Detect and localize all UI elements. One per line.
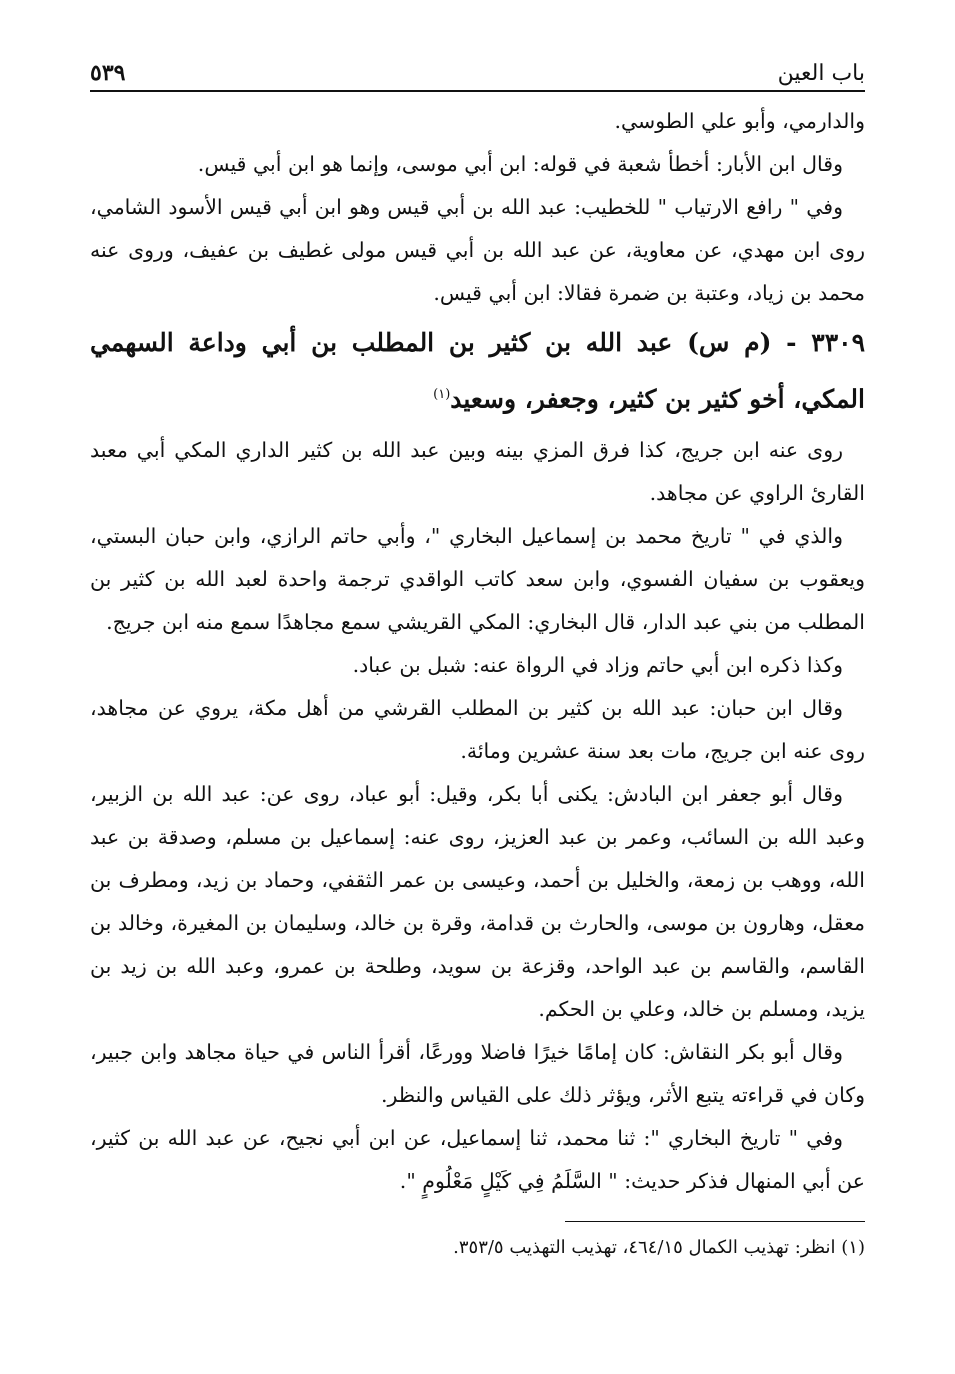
- entry-title-text: ٣٣٠٩ - (م س) عبد الله بن كثير بن المطلب بن أبي وداعة السهمي المكي، أخو كثير بن كثير، وجعفر، وسعيد: [90, 328, 865, 414]
- paragraph-8: وقال أبو جعفر ابن البادش: يكنى أبا بكر، وقيل: أبو عباد، روى عن: عبد الله بن الزبير، وعبد الله بن السائب، وعمر بن عبد العزيز، روى عنه: إسماعيل بن مسلم، وصدقة بن عبد الله، ووهب بن زمعة، والخليل بن أحمد، وعيسى بن عمر الثقفي، وحماد بن زيد، ومطرف بن معقل، وهارون بن موسى، والحارث بن قدامة، وقرة بن خالد، وسليمان بن المغيرة، وخالد بن القاسم، والقاسم بن عبد الواحد، وقزعة بن سويد، وطلحة بن عمرو، وعبد الله بن زيد بن يزيد، ومسلم بن خالد، وعلي بن الحكم.: [90, 782, 865, 1022]
- paragraph-2: وقال ابن الأبار: أخطأ شعبة في قوله: ابن أبي موسى، وإنما هو ابن أبي قيس.: [197, 152, 843, 176]
- page-body: [90, 100, 865, 1203]
- paragraph-9: وقال أبو بكر النقاش: كان إمامًا خيرًا فاضلا وورعًا، أقرأ الناس في حياة مجاهد وابن جبير، وكان في قراءته يتبع الأثر، ويؤثر ذلك على القياس والنظر.: [90, 1040, 865, 1108]
- paragraph-1: والدارمي، وأبو علي الطوسي.: [614, 109, 865, 133]
- footnote-divider: [565, 1221, 865, 1222]
- footnote-marker[interactable]: (١): [433, 387, 451, 402]
- paragraph-4: روى عنه ابن جريج، كذا فرق المزي بينه وبين عبد الله بن كثير الداري المكي أبي معبد القارئ الراوي عن مجاهد.: [90, 438, 865, 506]
- paragraph-3: وفي " رافع الارتياب " للخطيب: عبد الله بن أبي قيس وهو ابن أبي قيس الأسود الشامي، روى ابن مهدي، عن معاوية، عن عبد الله بن أبي قيس مولى غطيف بن عفيف، وروى عنه محمد بن زياد، وعتبة بن ضمرة فقالا: ابن أبي قيس.: [90, 195, 865, 305]
- paragraph-7: وقال ابن حبان: عبد الله بن كثير بن المطلب القرشي من أهل مكة، يروي عن مجاهد، روى عنه ابن جريج، مات بعد سنة عشرين ومائة.: [90, 696, 865, 764]
- paragraph-6: وكذا ذكره ابن أبي حاتم وزاد في الرواة عنه: شبل بن عباد.: [352, 653, 843, 678]
- entry-title: [90, 317, 865, 425]
- footnote: (١) انظر: تهذيب الكمال ٤٦٤/١٥، تهذيب التهذيب ٣٥٣/٥.: [453, 1237, 865, 1259]
- page-number: ٥٣٩: [90, 60, 126, 86]
- page-header: [90, 50, 865, 92]
- paragraph-5: والذي في " تاريخ محمد بن إسماعيل البخاري "، وأبي حاتم الرازي، وابن حبان البستي، ويعقوب بن سفيان الفسوي، وابن سعد كاتب الواقدي ترجمة واحدة لعبد الله بن كثير بن المطلب من بني عبد الدار، قال البخاري: المكي القريشي سمع مجاهدًا سمع منه ابن جريج.: [90, 524, 865, 635]
- chapter-title: باب العين: [777, 61, 865, 86]
- book-page: [90, 50, 865, 1268]
- paragraph-10: وفي " تاريخ البخاري ": ثنا محمد، ثنا إسماعيل، عن ابن أبي نجيح، عن عبد الله بن كثير، عن أبي المنهال فذكر حديث: " السَّلَمُ فِي كَيْلٍ مَعْلُومٍ ".: [90, 1126, 865, 1194]
